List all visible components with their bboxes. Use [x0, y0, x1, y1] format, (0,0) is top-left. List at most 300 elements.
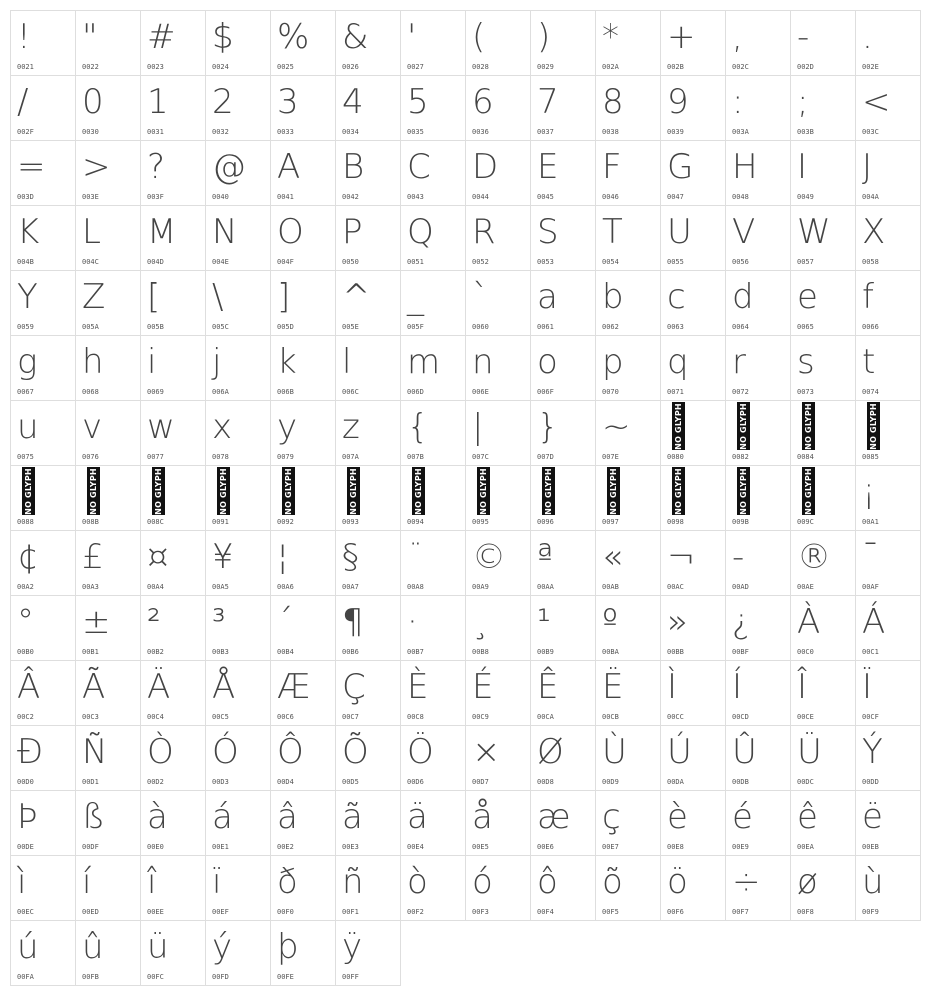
glyph-cell	[465, 140, 531, 206]
glyph-char: ¶	[342, 602, 364, 642]
glyph-char: î	[147, 862, 157, 902]
glyph-char: é	[732, 797, 753, 837]
glyph-code: 00C2	[17, 713, 34, 721]
glyph-code: 00A7	[342, 583, 359, 591]
glyph-cell	[400, 530, 466, 596]
glyph-cell	[205, 270, 271, 336]
glyph-cell	[530, 530, 596, 596]
glyph-cell	[75, 400, 141, 466]
glyph-code: 00BA	[602, 648, 619, 656]
glyph-code: 008B	[82, 518, 99, 526]
glyph-code: 00D3	[212, 778, 229, 786]
glyph-cell	[140, 270, 206, 336]
glyph-char: 3	[277, 82, 299, 122]
glyph-char: n	[472, 342, 494, 382]
glyph-cell	[335, 660, 401, 726]
glyph-cell	[465, 530, 531, 596]
glyph-cell	[270, 335, 336, 401]
glyph-code: 0030	[82, 128, 99, 136]
glyph-code: 00ED	[82, 908, 99, 916]
glyph-cell	[400, 855, 466, 921]
glyph-cell	[660, 725, 726, 791]
glyph-cell	[140, 920, 206, 986]
glyph-cell	[270, 400, 336, 466]
glyph-code: 0067	[17, 388, 34, 396]
glyph-code: 00CC	[667, 713, 684, 721]
glyph-char: ý	[212, 927, 233, 967]
glyph-char: ¥	[212, 537, 234, 577]
glyph-cell	[660, 465, 726, 531]
glyph-cell	[725, 335, 791, 401]
glyph-char: 0	[82, 82, 104, 122]
glyph-cell	[205, 205, 271, 271]
glyph-char: Å	[212, 667, 236, 707]
glyph-cell	[400, 790, 466, 856]
glyph-char: Û	[732, 732, 757, 772]
glyph-code: 00E3	[342, 843, 359, 851]
glyph-code: 00A5	[212, 583, 229, 591]
no-glyph-marker	[152, 467, 165, 515]
glyph-code: 0021	[17, 63, 34, 71]
glyph-cell	[10, 270, 76, 336]
glyph-char: ã	[342, 797, 363, 837]
glyph-cell	[855, 205, 921, 271]
glyph-code: 00D1	[82, 778, 99, 786]
glyph-char: \	[212, 277, 224, 317]
glyph-code: 0022	[82, 63, 99, 71]
glyph-char: É	[472, 667, 494, 707]
glyph-cell	[75, 270, 141, 336]
glyph-char: ¡	[862, 472, 876, 512]
glyph-code: 00C7	[342, 713, 359, 721]
glyph-code: 0069	[147, 388, 164, 396]
glyph-char: '	[407, 17, 417, 57]
glyph-char: °	[17, 602, 34, 642]
glyph-char: ©	[472, 537, 506, 577]
glyph-cell	[530, 75, 596, 141]
glyph-cell	[10, 595, 76, 661]
glyph-code: 0084	[797, 453, 814, 461]
glyph-cell	[530, 140, 596, 206]
glyph-code: 0074	[862, 388, 879, 396]
no-glyph-label: NO GLYPH	[284, 467, 293, 515]
glyph-code: 00DE	[17, 843, 34, 851]
glyph-cell	[335, 855, 401, 921]
glyph-code: 004B	[17, 258, 34, 266]
glyph-code: 009C	[797, 518, 814, 526]
glyph-cell	[855, 465, 921, 531]
glyph-code: 00D2	[147, 778, 164, 786]
glyph-char: ª	[537, 537, 554, 577]
glyph-code: 0045	[537, 193, 554, 201]
glyph-char: S	[537, 212, 559, 252]
glyph-cell	[400, 465, 466, 531]
glyph-cell	[725, 400, 791, 466]
glyph-char: Á	[862, 602, 886, 642]
glyph-code: 0091	[212, 518, 229, 526]
glyph-char: ´	[277, 602, 294, 642]
glyph-code: 00F9	[862, 908, 879, 916]
glyph-cell	[790, 660, 856, 726]
glyph-code: 009B	[732, 518, 749, 526]
glyph-code: 0043	[407, 193, 424, 201]
glyph-code: 00A3	[82, 583, 99, 591]
glyph-cell	[725, 790, 791, 856]
glyph-cell	[335, 270, 401, 336]
glyph-char: Ì	[667, 667, 678, 707]
glyph-code: 00F0	[277, 908, 294, 916]
no-glyph-marker	[737, 467, 750, 515]
glyph-code: 00E5	[472, 843, 489, 851]
glyph-cell	[75, 205, 141, 271]
glyph-code: 0068	[82, 388, 99, 396]
glyph-cell	[400, 400, 466, 466]
glyph-code: 0034	[342, 128, 359, 136]
glyph-char: Ê	[537, 667, 559, 707]
glyph-code: 0037	[537, 128, 554, 136]
glyph-char: V	[732, 212, 756, 252]
glyph-char: D	[472, 147, 499, 187]
glyph-cell	[855, 660, 921, 726]
glyph-code: 00FD	[212, 973, 229, 981]
glyph-code: 0049	[797, 193, 814, 201]
glyph-cell	[270, 140, 336, 206]
glyph-code: 007D	[537, 453, 554, 461]
glyph-char: I	[797, 147, 808, 187]
glyph-cell	[335, 400, 401, 466]
glyph-cell	[530, 725, 596, 791]
glyph-char: [	[147, 277, 161, 317]
glyph-cell	[465, 855, 531, 921]
glyph-code: 00AF	[862, 583, 879, 591]
glyph-code: 0047	[667, 193, 684, 201]
glyph-char: W	[797, 212, 831, 252]
glyph-cell	[790, 400, 856, 466]
glyph-char: M	[147, 212, 177, 252]
glyph-char: 6	[472, 82, 494, 122]
glyph-cell	[790, 140, 856, 206]
glyph-char: _	[407, 277, 424, 317]
glyph-cell	[530, 205, 596, 271]
glyph-code: 00CB	[602, 713, 619, 721]
glyph-cell	[725, 855, 791, 921]
glyph-char: £	[82, 537, 104, 577]
glyph-cell	[335, 725, 401, 791]
glyph-cell	[855, 790, 921, 856]
glyph-code: 00DA	[667, 778, 684, 786]
glyph-code: 00FA	[17, 973, 34, 981]
glyph-code: 00E9	[732, 843, 749, 851]
glyph-cell	[660, 855, 726, 921]
glyph-code: 0082	[732, 453, 749, 461]
glyph-char: u	[17, 407, 39, 447]
glyph-cell	[465, 790, 531, 856]
glyph-cell	[140, 530, 206, 596]
glyph-cell	[660, 595, 726, 661]
glyph-cell	[855, 75, 921, 141]
glyph-cell	[270, 790, 336, 856]
glyph-cell	[335, 140, 401, 206]
glyph-char: è	[667, 797, 688, 837]
no-glyph-label: NO GLYPH	[414, 467, 423, 515]
glyph-code: 002D	[797, 63, 814, 71]
glyph-code: 0023	[147, 63, 164, 71]
glyph-char: Y	[17, 277, 38, 317]
glyph-char: -	[797, 17, 810, 57]
glyph-char: ï	[212, 862, 222, 902]
no-glyph-marker	[217, 467, 230, 515]
glyph-char: i	[147, 342, 157, 382]
glyph-code: 00E7	[602, 843, 619, 851]
glyph-cell	[465, 660, 531, 726]
glyph-char: Ù	[602, 732, 627, 772]
glyph-char: $	[212, 17, 234, 57]
glyph-char: Ï	[862, 667, 873, 707]
glyph-char: o	[537, 342, 558, 382]
glyph-cell	[530, 855, 596, 921]
glyph-cell	[10, 790, 76, 856]
glyph-char: x	[212, 407, 233, 447]
glyph-cell	[660, 335, 726, 401]
glyph-cell	[335, 75, 401, 141]
glyph-char: ¤	[147, 537, 169, 577]
no-glyph-label: NO GLYPH	[804, 467, 813, 515]
glyph-cell	[140, 595, 206, 661]
glyph-char: j	[212, 342, 222, 382]
glyph-cell	[400, 270, 466, 336]
glyph-cell	[725, 465, 791, 531]
glyph-cell	[75, 10, 141, 76]
glyph-code: 0070	[602, 388, 619, 396]
glyph-code: 005F	[407, 323, 424, 331]
glyph-cell	[465, 465, 531, 531]
glyph-cell	[75, 530, 141, 596]
glyph-char: w	[147, 407, 175, 447]
glyph-char: ±	[82, 602, 111, 642]
glyph-char: Ô	[277, 732, 304, 772]
glyph-cell	[660, 660, 726, 726]
glyph-code: 00FF	[342, 973, 359, 981]
glyph-cell	[270, 855, 336, 921]
glyph-cell	[660, 400, 726, 466]
glyph-char: l	[342, 342, 352, 382]
glyph-char: t	[862, 342, 876, 382]
glyph-cell	[205, 400, 271, 466]
glyph-cell	[595, 660, 661, 726]
glyph-cell	[725, 10, 791, 76]
glyph-char: Ð	[17, 732, 44, 772]
glyph-code: 00FC	[147, 973, 164, 981]
glyph-cell	[595, 725, 661, 791]
glyph-cell	[790, 725, 856, 791]
glyph-char: æ	[537, 797, 571, 837]
glyph-cell	[855, 140, 921, 206]
glyph-cell	[335, 10, 401, 76]
glyph-code: 00AA	[537, 583, 554, 591]
glyph-char: ë	[862, 797, 883, 837]
glyph-cell	[400, 660, 466, 726]
glyph-code: 002B	[667, 63, 684, 71]
glyph-code: 0097	[602, 518, 619, 526]
glyph-code: 002C	[732, 63, 749, 71]
glyph-cell	[660, 10, 726, 76]
glyph-cell	[205, 335, 271, 401]
glyph-char: ÷	[732, 862, 761, 902]
glyph-cell	[595, 855, 661, 921]
glyph-char: ²	[147, 602, 161, 642]
glyph-code: 00F7	[732, 908, 749, 916]
glyph-cell	[205, 465, 271, 531]
glyph-char: ^	[342, 277, 371, 317]
glyph-char: û	[82, 927, 104, 967]
glyph-char: :	[732, 82, 744, 122]
glyph-char: Ö	[407, 732, 434, 772]
glyph-char: Î	[797, 667, 808, 707]
glyph-char: e	[797, 277, 818, 317]
glyph-cell	[270, 465, 336, 531]
glyph-char: r	[732, 342, 746, 382]
glyph-code: 00B6	[342, 648, 359, 656]
glyph-char: p	[602, 342, 624, 382]
glyph-char: ¹	[537, 602, 551, 642]
glyph-cell	[790, 465, 856, 531]
glyph-cell	[140, 75, 206, 141]
glyph-code: 0032	[212, 128, 229, 136]
glyph-code: 003A	[732, 128, 749, 136]
glyph-char: B	[342, 147, 365, 187]
glyph-char: X	[862, 212, 886, 252]
glyph-cell	[140, 725, 206, 791]
glyph-code: 0054	[602, 258, 619, 266]
glyph-code: 00F5	[602, 908, 619, 916]
glyph-char: å	[472, 797, 493, 837]
glyph-cell	[205, 920, 271, 986]
glyph-code: 00C0	[797, 648, 814, 656]
glyph-char: È	[407, 667, 429, 707]
glyph-cell	[270, 10, 336, 76]
glyph-char: F	[602, 147, 622, 187]
glyph-code: 00D0	[17, 778, 34, 786]
no-glyph-marker	[867, 402, 880, 450]
glyph-cell	[790, 10, 856, 76]
glyph-code: 0024	[212, 63, 229, 71]
glyph-char: 4	[342, 82, 364, 122]
glyph-cell	[465, 205, 531, 271]
glyph-cell	[400, 335, 466, 401]
no-glyph-label: NO GLYPH	[349, 467, 358, 515]
glyph-char: s	[797, 342, 815, 382]
glyph-code: 0065	[797, 323, 814, 331]
glyph-code: 0080	[667, 453, 684, 461]
glyph-cell	[140, 465, 206, 531]
glyph-cell	[400, 140, 466, 206]
glyph-cell	[660, 205, 726, 271]
glyph-code: 00E6	[537, 843, 554, 851]
glyph-char: a	[537, 277, 558, 317]
glyph-code: 00B1	[82, 648, 99, 656]
no-glyph-label: NO GLYPH	[479, 467, 488, 515]
glyph-code: 00BB	[667, 648, 684, 656]
glyph-char: G	[667, 147, 694, 187]
glyph-cell	[10, 140, 76, 206]
glyph-code: 006C	[342, 388, 359, 396]
glyph-char: 7	[537, 82, 559, 122]
glyph-code: 007E	[602, 453, 619, 461]
glyph-char: ú	[17, 927, 39, 967]
glyph-char: P	[342, 212, 363, 252]
glyph-char: ì	[17, 862, 27, 902]
glyph-cell	[530, 10, 596, 76]
glyph-cell	[660, 530, 726, 596]
no-glyph-label: NO GLYPH	[739, 467, 748, 515]
glyph-cell	[660, 75, 726, 141]
glyph-cell	[725, 270, 791, 336]
glyph-code: 005D	[277, 323, 294, 331]
glyph-cell	[400, 595, 466, 661]
glyph-code: 00B0	[17, 648, 34, 656]
glyph-char: C	[407, 147, 431, 187]
glyph-cell	[140, 790, 206, 856]
glyph-cell	[595, 270, 661, 336]
no-glyph-label: NO GLYPH	[674, 467, 683, 515]
glyph-char: 8	[602, 82, 624, 122]
glyph-code: 00A1	[862, 518, 879, 526]
glyph-char: -	[732, 537, 745, 577]
glyph-char: <	[862, 82, 891, 122]
glyph-char: E	[537, 147, 559, 187]
glyph-char: â	[277, 797, 298, 837]
glyph-char: }	[537, 407, 559, 447]
glyph-char: Ç	[342, 667, 366, 707]
glyph-code: 0095	[472, 518, 489, 526]
no-glyph-label: NO GLYPH	[869, 402, 878, 450]
no-glyph-marker	[607, 467, 620, 515]
glyph-cell	[595, 10, 661, 76]
no-glyph-marker	[542, 467, 555, 515]
glyph-code: 00CE	[797, 713, 814, 721]
glyph-cell	[595, 335, 661, 401]
glyph-cell	[855, 725, 921, 791]
glyph-cell	[465, 75, 531, 141]
glyph-code: 00D5	[342, 778, 359, 786]
glyph-char: m	[407, 342, 441, 382]
glyph-cell	[205, 660, 271, 726]
glyph-code: 003D	[17, 193, 34, 201]
glyph-code: 00F1	[342, 908, 359, 916]
glyph-char: Æ	[277, 667, 311, 707]
glyph-char: ;	[797, 82, 809, 122]
glyph-code: 0079	[277, 453, 294, 461]
glyph-cell	[270, 75, 336, 141]
glyph-code: 00A2	[17, 583, 34, 591]
glyph-code: 002F	[17, 128, 34, 136]
glyph-char: |	[472, 407, 484, 447]
glyph-cell	[335, 790, 401, 856]
glyph-char: 9	[667, 82, 689, 122]
no-glyph-label: NO GLYPH	[739, 402, 748, 450]
glyph-char: ü	[147, 927, 169, 967]
glyph-code: 005E	[342, 323, 359, 331]
glyph-code: 00FB	[82, 973, 99, 981]
glyph-cell	[75, 75, 141, 141]
glyph-char: )	[537, 17, 551, 57]
glyph-cell	[790, 790, 856, 856]
glyph-cell	[335, 465, 401, 531]
glyph-cell	[725, 530, 791, 596]
glyph-cell	[790, 335, 856, 401]
glyph-code: 008C	[147, 518, 164, 526]
glyph-code: 006B	[277, 388, 294, 396]
